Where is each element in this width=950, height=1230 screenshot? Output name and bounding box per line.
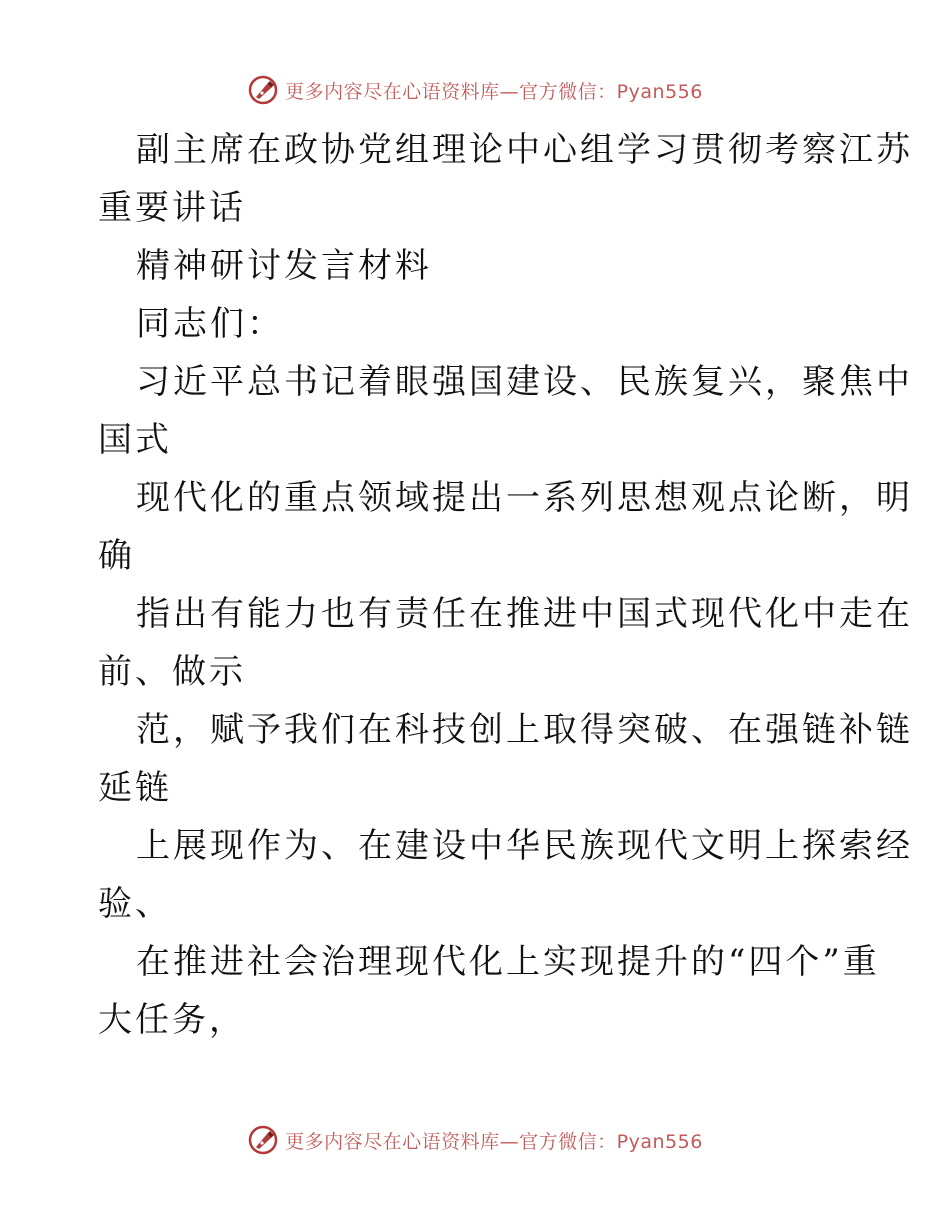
footer-watermark-banner	[0, 1120, 950, 1160]
footer-watermark-text: 更多内容尽在心语资料库—官方微信：Pyan556	[285, 1130, 703, 1153]
text-line: 指出有能力也有责任在推进中国式现代化中走在	[136, 594, 913, 634]
text-line: 现代化的重点领域提出一系列思想观点论断，明	[136, 478, 913, 518]
text-line: 在推进社会治理现代化上实现提升的“四个”重	[136, 942, 880, 982]
header-watermark-text: 更多内容尽在心语资料库—官方微信：Pyan556	[285, 80, 703, 103]
text-line: 同志们：	[136, 304, 284, 344]
text-line: 副主席在政协党组理论中心组学习贯彻考察江苏	[136, 130, 913, 170]
text-line: 范，赋予我们在科技创上取得突破、在强链补链	[136, 710, 913, 750]
text-line: 延链	[98, 768, 172, 808]
text-line: 验、	[98, 884, 172, 924]
text-line: 国式	[98, 420, 172, 460]
text-line: 前、做示	[98, 652, 246, 692]
pen-nib-logo-icon	[247, 1124, 279, 1156]
text-line: 重要讲话	[98, 188, 246, 228]
text-line: 习近平总书记着眼强国建设、民族复兴，聚焦中	[136, 362, 913, 402]
text-line: 精神研讨发言材料	[136, 246, 432, 286]
text-line: 大任务，	[98, 1000, 246, 1040]
text-line: 确	[98, 536, 135, 576]
pen-nib-logo-icon	[247, 74, 279, 106]
header-watermark-banner	[0, 70, 950, 110]
text-line: 上展现作为、在建设中华民族现代文明上探索经	[136, 826, 913, 866]
document-body	[98, 121, 913, 1049]
